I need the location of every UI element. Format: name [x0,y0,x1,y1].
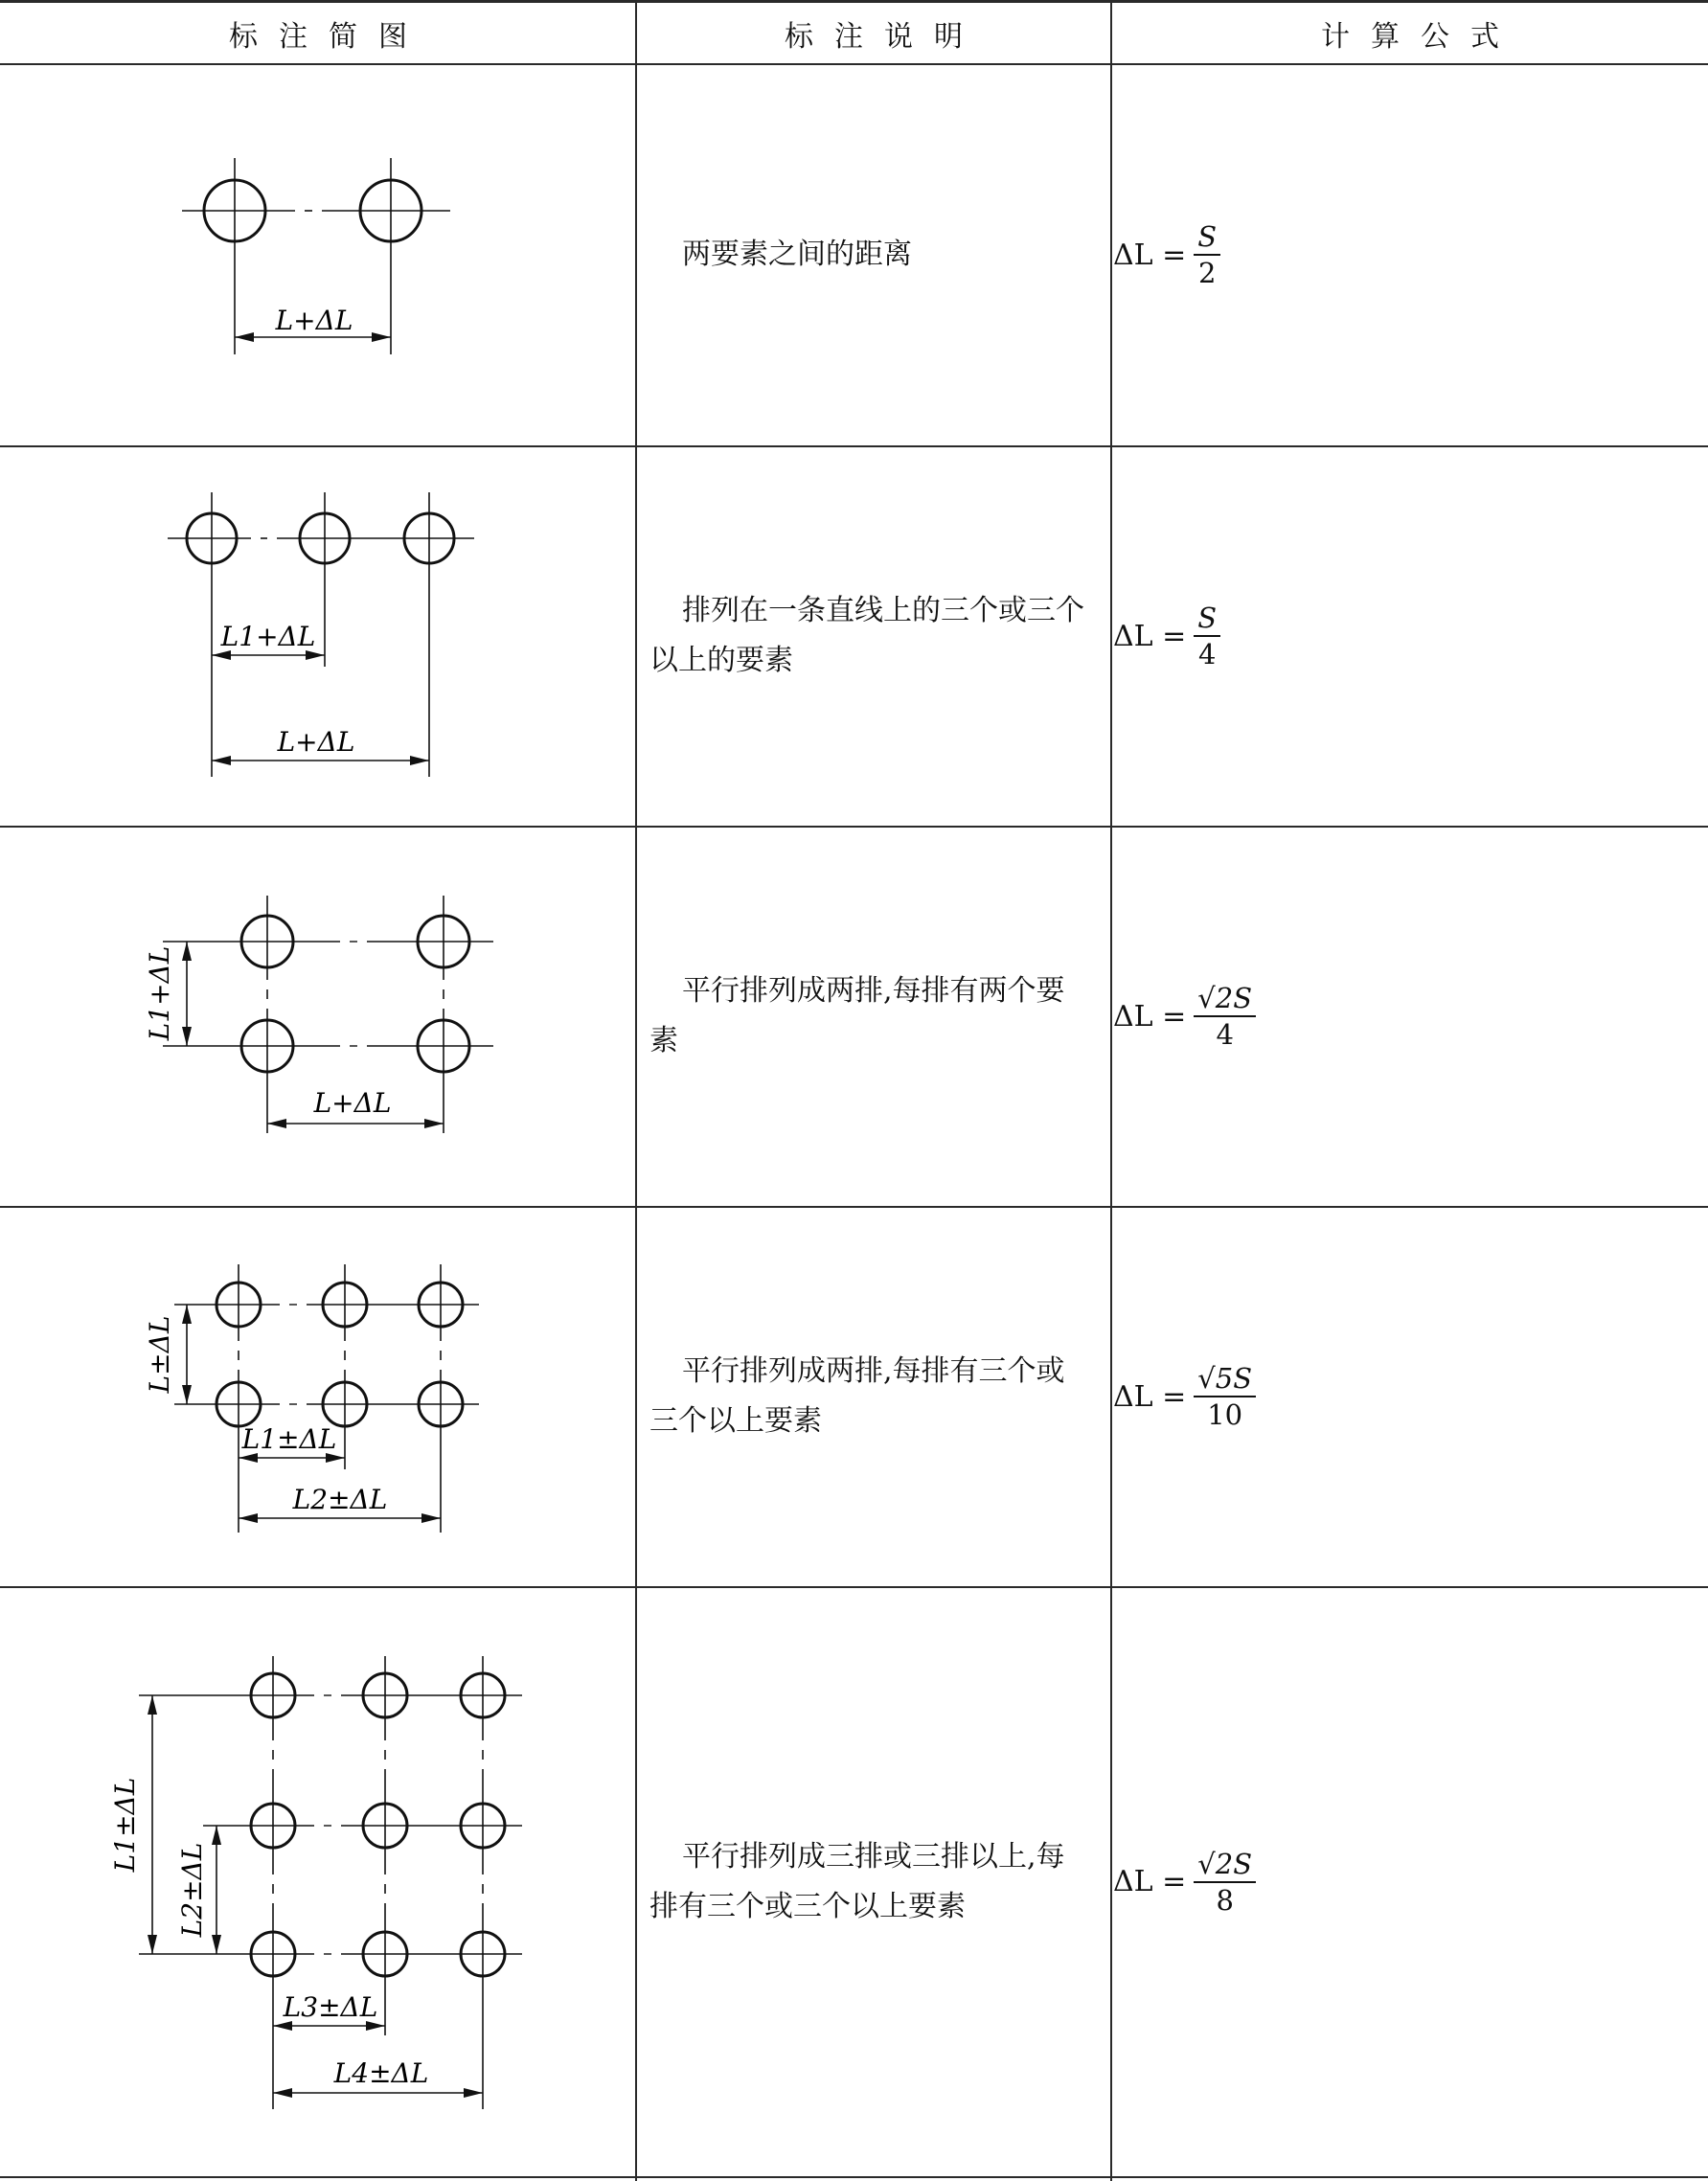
row2-denominator: 4 [1197,638,1217,670]
row4-formula [1113,1207,1256,1586]
row4-dim-label-2: L1±ΔL [241,1423,337,1455]
header-formula: 计算公式 [1321,20,1520,54]
row4-sketch [0,1207,636,1586]
row3-fraction [1194,981,1256,1052]
row2-dim-label-1: L1+ΔL [220,621,316,652]
row5-fraction [1194,1847,1256,1918]
row4-formula-lhs: ΔL = [1113,1379,1187,1414]
row5-formula-lhs: ΔL = [1113,1865,1187,1898]
row3-description: 平行排列成两排,每排有两个要素 [649,974,1065,1057]
row1-sketch [0,64,636,445]
row5-sketch [0,1587,636,2176]
row2-fraction [1194,601,1220,671]
row5-dim-label-4: L4±ΔL [333,2057,429,2089]
row1-numerator: S [1197,220,1218,253]
row3-denominator: 4 [1216,1018,1234,1051]
row3-formula [1113,827,1256,1206]
row3-dim-label-2: L+ΔL [313,1087,392,1119]
row1-fraction [1194,219,1220,290]
row1-denominator: 2 [1197,257,1217,289]
row2-sketch [0,446,636,826]
row3-sketch [0,827,636,1206]
row1-description: 两要素之间的距离 [682,238,912,271]
row1-dim-label: L+ΔL [275,305,353,336]
row4-description: 平行排列成两排,每排有三个或三个以上要素 [649,1354,1065,1438]
row4-dim-label-1: L±ΔL [144,1315,175,1394]
row3-numerator: √2S [1197,982,1253,1014]
row4-fraction [1194,1361,1256,1432]
row3-formula-lhs: ΔL = [1113,999,1187,1034]
row5-denominator: 8 [1216,1883,1234,1917]
row5-description: 平行排列成三排或三排以上,每排有三个或三个以上要素 [649,1839,1065,1923]
row5-numerator: √2S [1197,1847,1253,1880]
row5-dim-label-2: L2±ΔL [176,1842,208,1938]
row2-description: 排列在一条直线上的三个或三个以上的要素 [649,594,1084,677]
row2-dim-label-2: L+ΔL [277,726,355,758]
row5-formula [1113,1587,1256,2176]
row1-arrow-left [235,332,254,342]
row1-formula-lhs: ΔL = [1113,238,1187,272]
row5-dim-label-3: L3±ΔL [283,1991,378,2023]
column-divider-2 [1110,0,1112,2181]
row4-numerator: √5S [1197,1362,1253,1395]
table-bottom-border [0,2176,1708,2178]
row4-denominator: 10 [1207,1398,1243,1431]
row3-dim-label-1: L1+ΔL [144,945,175,1041]
header-sketch: 标注简图 [229,20,428,54]
row5-dim-label-1: L1±ΔL [109,1777,141,1873]
row1-formula [1113,64,1220,445]
row4-dim-label-3: L2±ΔL [292,1484,388,1515]
row1-arrow-right [372,332,391,342]
row2-numerator: S [1197,602,1218,634]
row2-formula-lhs: ΔL = [1113,619,1187,653]
row2-formula [1113,446,1220,826]
header-description: 标注说明 [785,20,984,54]
